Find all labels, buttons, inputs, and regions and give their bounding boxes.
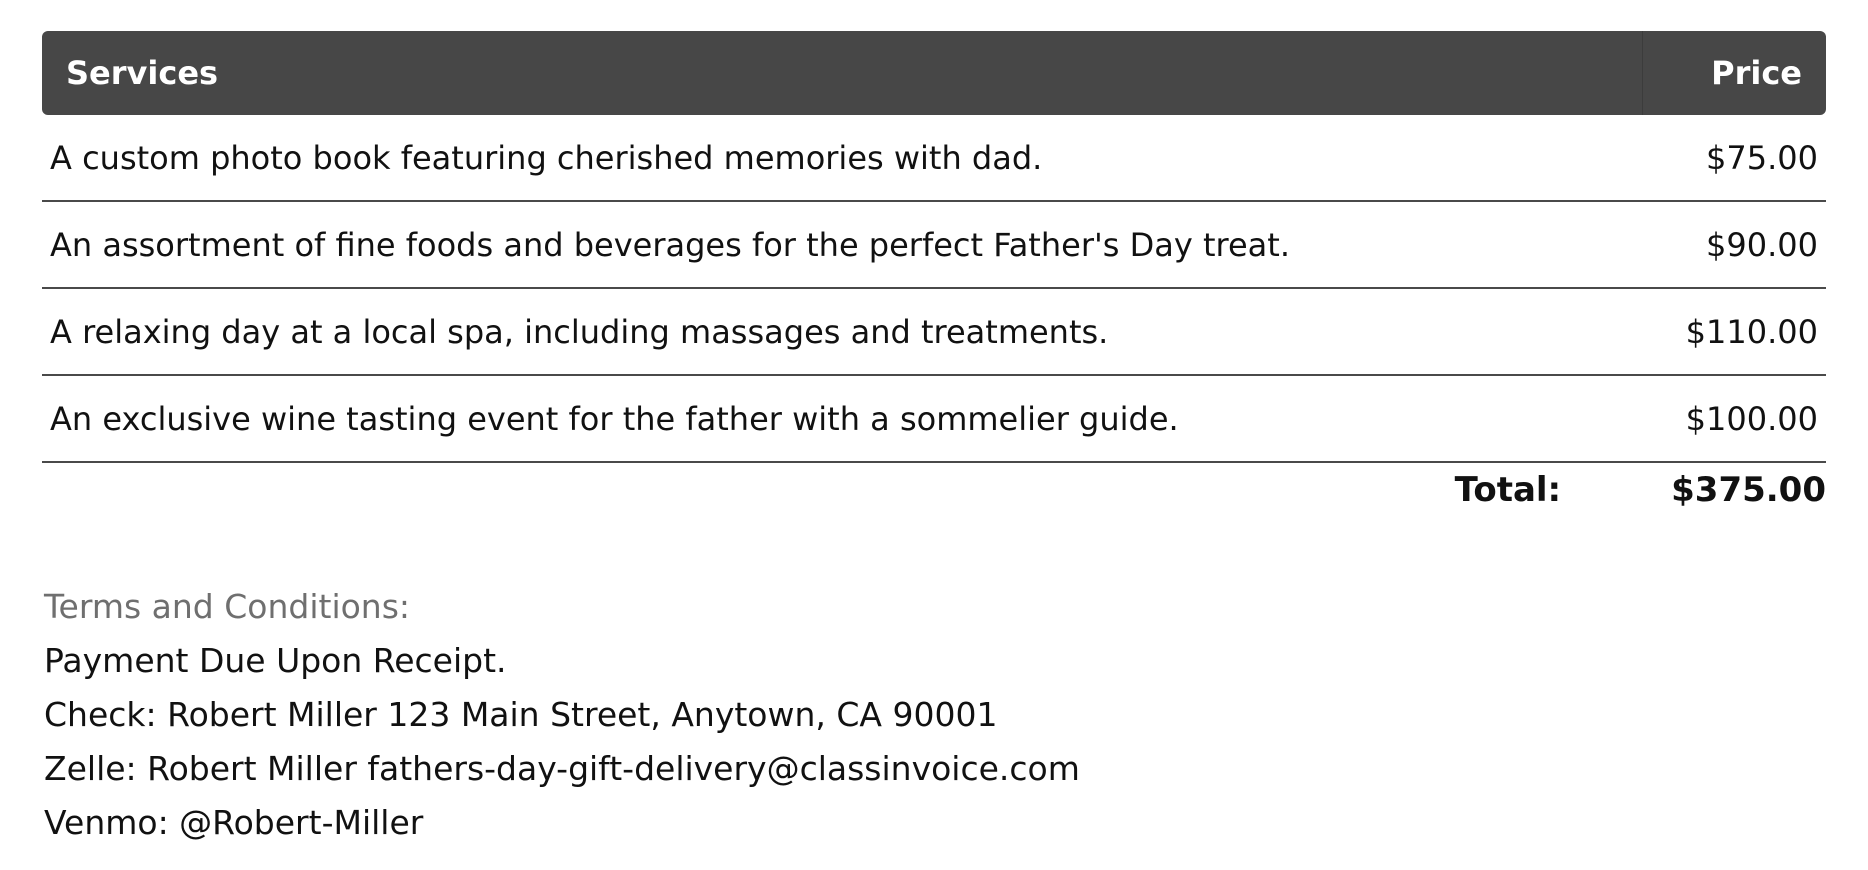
- services-table: [42, 31, 1826, 463]
- total-row: [1455, 470, 1826, 510]
- service-price: $90.00: [1642, 201, 1826, 288]
- terms-section: [44, 580, 1080, 850]
- terms-zelle-info: Zelle: Robert Miller fathers-day-gift-delivery@classinvoice.com: [44, 749, 1080, 788]
- table-header-row: [42, 31, 1826, 115]
- table-row: [42, 201, 1826, 288]
- services-column-header: Services: [42, 31, 1642, 115]
- service-price: $110.00: [1642, 288, 1826, 375]
- total-amount: $375.00: [1671, 470, 1826, 510]
- table-header: [42, 31, 1826, 115]
- service-description: An exclusive wine tasting event for the father with a sommelier guide.: [42, 375, 1642, 462]
- table-row: [42, 375, 1826, 462]
- terms-heading: Terms and Conditions:: [44, 587, 411, 626]
- service-description: An assortment of fine foods and beverages for the perfect Father's Day treat.: [42, 201, 1642, 288]
- table-row: [42, 115, 1826, 201]
- price-column-header: Price: [1642, 31, 1826, 115]
- service-price: $100.00: [1642, 375, 1826, 462]
- service-description: A relaxing day at a local spa, including massages and treatments.: [42, 288, 1642, 375]
- service-description: A custom photo book featuring cherished memories with dad.: [42, 115, 1642, 201]
- table-row: [42, 288, 1826, 375]
- service-price: $75.00: [1642, 115, 1826, 201]
- table-body: [42, 115, 1826, 462]
- terms-venmo-info: Venmo: @Robert-Miller: [44, 803, 424, 842]
- terms-payment-due: Payment Due Upon Receipt.: [44, 641, 507, 680]
- terms-check-info: Check: Robert Miller 123 Main Street, Anytown, CA 90001: [44, 695, 998, 734]
- total-label: Total:: [1454, 470, 1562, 510]
